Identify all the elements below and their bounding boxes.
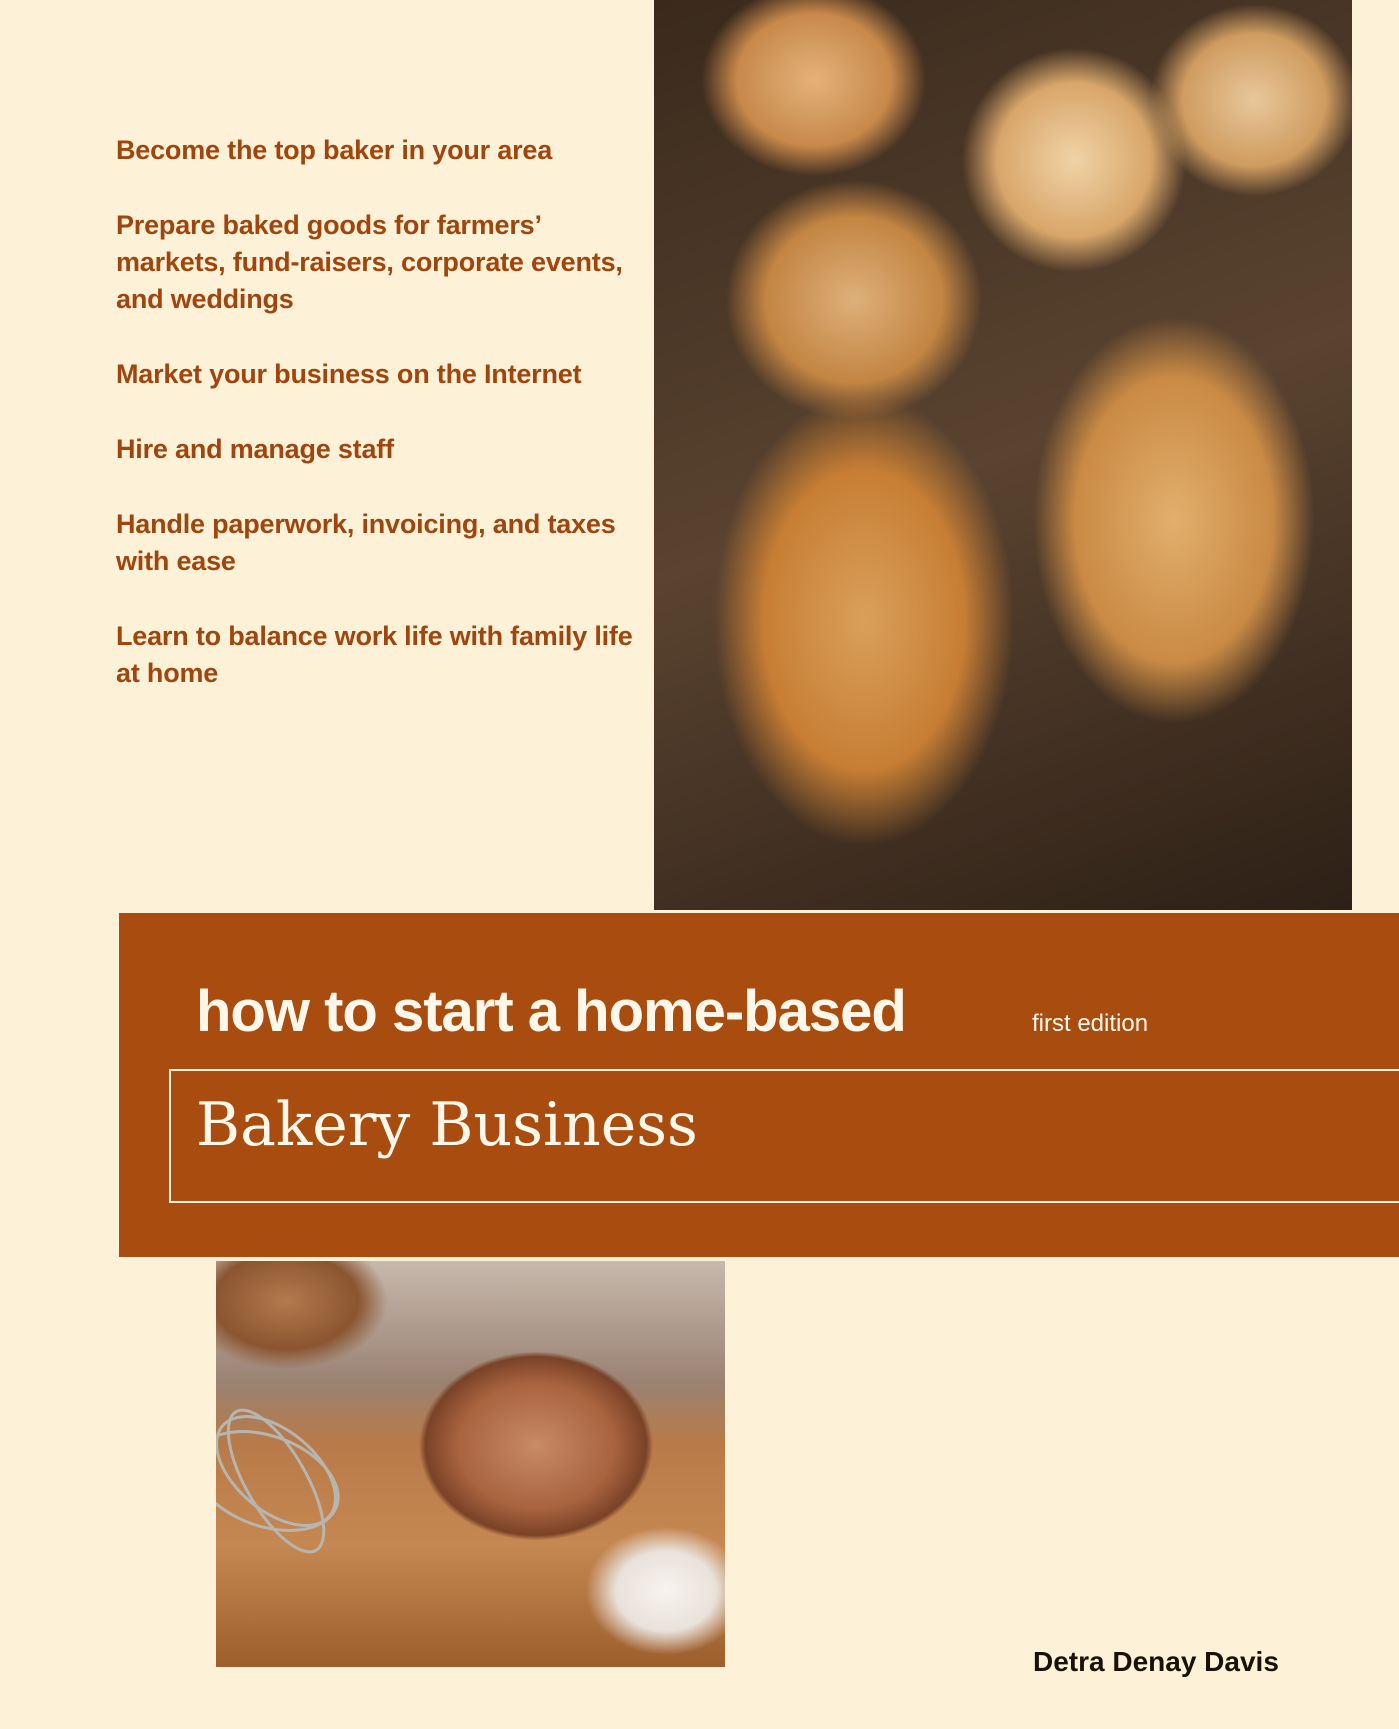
bread-loaves-photo xyxy=(654,0,1352,910)
feature-item: Handle paperwork, invoicing, and taxes with ease xyxy=(116,509,616,576)
egg-whisk-photo xyxy=(216,1261,725,1667)
book-title: Bakery Business xyxy=(196,1090,698,1160)
whisk-icon xyxy=(216,1361,396,1621)
feature-item: Learn to balance work life with family life at home xyxy=(116,621,633,688)
feature-item: Become the top baker in your area xyxy=(116,135,553,165)
feature-item: Prepare baked goods for farmers’ markets, fund-raisers, corporate events, and weddings xyxy=(116,210,623,314)
feature-item: Hire and manage staff xyxy=(116,434,394,464)
edition-label: first edition xyxy=(1032,1010,1149,1037)
title-prefix: how to start a home-based xyxy=(196,979,906,1044)
author-name: Detra Denay Davis xyxy=(1033,1646,1279,1677)
feature-item: Market your business on the Internet xyxy=(116,359,582,389)
feature-list xyxy=(116,132,636,730)
